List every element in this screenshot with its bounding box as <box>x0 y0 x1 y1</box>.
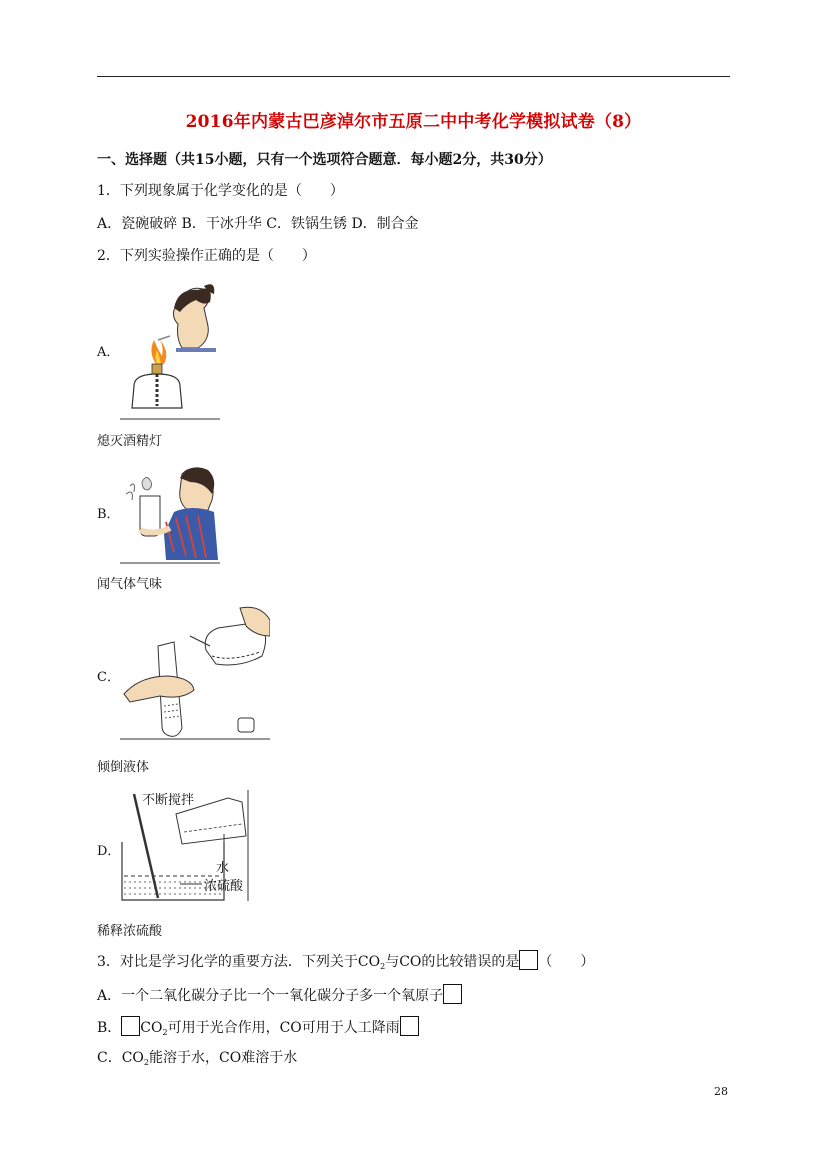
option-c-caption: 倾倒液体 <box>97 760 150 775</box>
label-stir: 不断搅拌 <box>142 792 195 807</box>
question-3-stem <box>97 950 594 977</box>
question-3-option-a <box>97 984 462 1006</box>
q3-stem-part-b: 与CO的比较错误的是 <box>385 954 520 970</box>
figure-extinguish-lamp <box>120 278 220 420</box>
answer-box <box>519 950 538 970</box>
q3-option-c-part-b: 能溶于水，CO难溶于水 <box>149 1050 298 1066</box>
page-title: 2016年内蒙古巴彦淖尔市五原二中中考化学模拟试卷（8） <box>185 112 642 132</box>
question-2-stem: 2．下列实验操作正确的是（ ） <box>97 248 316 264</box>
q3-option-c-subscript: 2 <box>143 1058 149 1067</box>
answer-box <box>443 984 462 1004</box>
q3-option-a-text: A．一个二氧化碳分子比一个一氧化碳分子多一个氧原子 <box>97 988 444 1004</box>
option-a-label: A． <box>97 345 120 360</box>
q3-stem-part-a: 3．对比是学习化学的重要方法．下列关于CO <box>97 954 381 970</box>
option-a-caption: 熄灭酒精灯 <box>97 434 163 449</box>
option-c-label: C． <box>97 670 120 685</box>
q3-option-b-label: B． <box>97 1020 122 1036</box>
option-b-caption: 闻气体气味 <box>97 577 163 592</box>
answer-box <box>400 1016 419 1036</box>
q3-option-b-part-a: CO <box>140 1020 163 1036</box>
question-1-options: A．瓷碗破碎 B．干冰升华 C．铁锅生锈 D．制合金 <box>97 216 419 232</box>
option-b-label: B． <box>97 507 120 522</box>
header-rule <box>97 76 730 77</box>
answer-box <box>121 1016 140 1036</box>
q3-option-b-part-b: 可用于光合作用，CO可用于人工降雨 <box>167 1020 400 1036</box>
question-1-stem: 1．下列现象属于化学变化的是（ ） <box>97 183 344 199</box>
option-d-caption: 稀释浓硫酸 <box>97 924 163 939</box>
q3-option-b-subscript: 2 <box>162 1028 168 1037</box>
question-3-option-c <box>97 1048 297 1073</box>
q3-stem-part-c: （ ） <box>538 954 595 970</box>
label-acid: 浓硫酸 <box>204 878 244 893</box>
section-heading: 一、选择题（共15小题，只有一个选项符合题意．每小题2分，共30分） <box>97 152 552 168</box>
figure-smell-gas <box>120 460 220 564</box>
label-water: 水 <box>216 860 230 875</box>
question-3-option-b <box>97 1016 419 1043</box>
option-d-label: D． <box>97 844 121 859</box>
q3-stem-subscript: 2 <box>380 962 386 971</box>
q3-option-c-part-a: C．CO <box>97 1050 144 1066</box>
figure-pour-liquid <box>120 606 270 740</box>
page-number: 28 <box>714 1085 728 1098</box>
figure-dilute-acid <box>120 790 252 902</box>
